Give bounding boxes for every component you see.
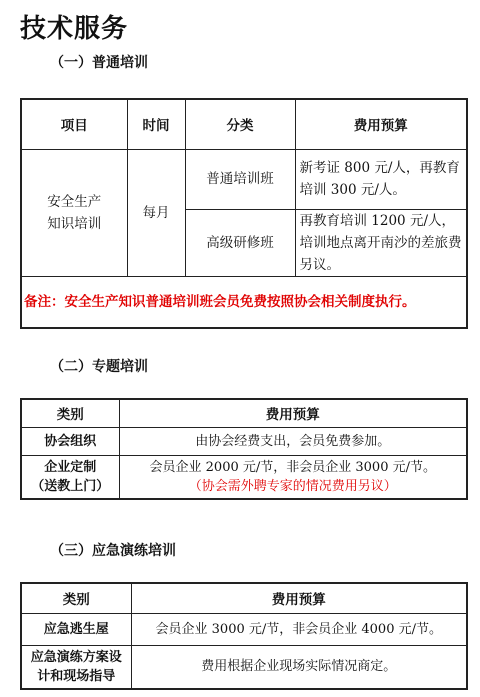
fee-note: （协会需外聘专家的情况费用另议） xyxy=(188,478,397,494)
fee-text: 会员企业 2000 元/节，非会员企业 3000 元/节。 xyxy=(149,459,436,475)
header-fee: 费用预算 xyxy=(119,399,467,427)
page-title: 技术服务 xyxy=(20,14,129,44)
section-heading-special-training: （二）专题培训 xyxy=(50,359,148,375)
header-project: 项目 xyxy=(21,99,127,149)
header-fee: 费用预算 xyxy=(295,99,467,149)
special-training-table xyxy=(20,398,468,500)
category-cell: 协会组织 xyxy=(21,427,119,455)
fee-cell: 会员企业 3000 元/节，非会员企业 4000 元/节。 xyxy=(131,613,467,645)
note-text: 备注：安全生产知识普通培训班会员免费按照协会相关制度执行。 xyxy=(21,276,467,328)
header-category: 类别 xyxy=(21,399,119,427)
fee-cell: 再教育培训 1200 元/人，培训地点离开南沙的差旅费另议。 xyxy=(295,209,467,276)
section-heading-general-training: （一）普通培训 xyxy=(50,55,148,71)
category-cell: 应急演练方案设计和现场指导 xyxy=(21,645,131,689)
category-cell: 应急逃生屋 xyxy=(21,613,131,645)
fee-cell: 新考证 800 元/人，再教育培训 300 元/人。 xyxy=(295,149,467,209)
fee-cell: 费用根据企业现场实际情况商定。 xyxy=(131,645,467,689)
emergency-training-table xyxy=(20,582,468,690)
header-category: 类别 xyxy=(21,583,131,613)
header-time: 时间 xyxy=(127,99,185,149)
section-heading-emergency-training: （三）应急演练培训 xyxy=(50,543,176,559)
category-cell: 企业定制 （送教上门） xyxy=(21,455,119,499)
fee-cell: 由协会经费支出，会员免费参加。 xyxy=(119,427,467,455)
time-cell: 每月 xyxy=(127,149,185,276)
general-training-table xyxy=(20,98,468,329)
header-fee: 费用预算 xyxy=(131,583,467,613)
project-cell: 安全生产 知识培训 xyxy=(21,149,127,276)
category-cell: 普通培训班 xyxy=(185,149,295,209)
category-cell: 高级研修班 xyxy=(185,209,295,276)
fee-cell xyxy=(119,455,467,499)
header-category: 分类 xyxy=(185,99,295,149)
